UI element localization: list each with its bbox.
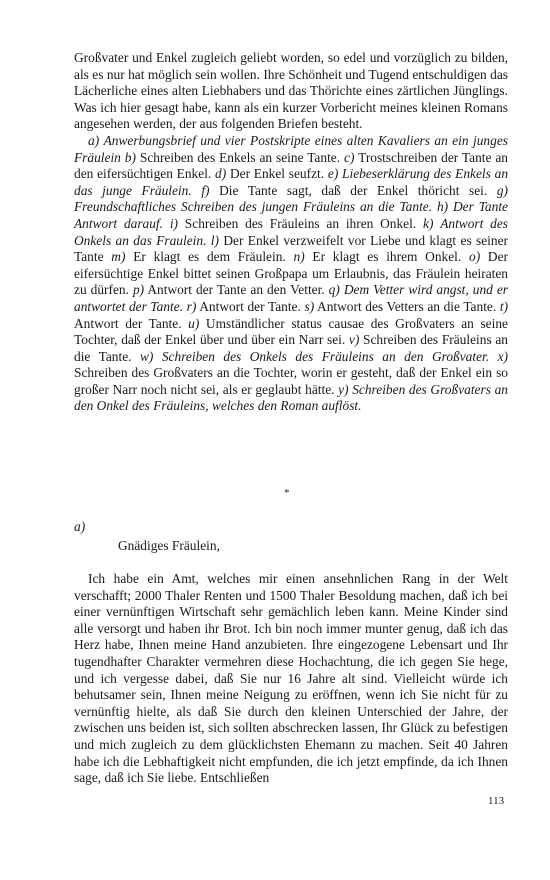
contents-item-text: Der eifersüchtige Enkel bittet seinen Großpapa um Erlaubnis, das Fräulein heiraten zu dürfen. [74, 249, 508, 298]
letter-label: a) [74, 519, 86, 534]
contents-item-text: Liebeserklärung des Enkels an das junge Fräulein. [74, 166, 509, 198]
contents-item-label: o) [469, 249, 481, 265]
contents-item-label: h) [436, 199, 449, 215]
contents-item-label: m) [111, 249, 126, 265]
contents-item-label: v) [348, 332, 360, 348]
contents-item-text: Er klagt es dem Fräulein. [133, 249, 286, 265]
contents-paragraph [74, 133, 508, 415]
contents-item-text: Schreiben des Enkels an seine Tante. [139, 149, 341, 165]
contents-item-label: e) [327, 166, 339, 182]
contents-item-text: Trostschreiben der Tante an den eifersüchtigen Enkel. [74, 149, 508, 182]
contents-item-label: i) [169, 215, 178, 231]
contents-item-label: x) [497, 348, 508, 364]
contents-item-text: Schreiben des Großvaters an die Tochter, worin er gesteht, daß der Enkel ein so großer Narr noch nicht sei, als er geglaubt hätte. [74, 365, 508, 397]
contents-item-text: Schreiben des Fräuleins an ihren Onkel. [184, 215, 417, 231]
contents-item-label: l) [210, 232, 219, 248]
contents-item-label: s) [304, 298, 315, 314]
contents-item-label: f) [201, 182, 210, 198]
contents-item-label: c) [344, 149, 355, 165]
contents-item-text: Der Tante Antwort darauf. [74, 199, 508, 231]
contents-item-text: Die Tante sagt, daß der Enkel thöricht sei. [219, 182, 488, 198]
contents-item-text: Er klagt es ihrem Onkel. [312, 249, 462, 265]
contents-item-text: Umständlicher status causae des Großvaters an seine Tochter, daß der Enkel über und über ein Narr sei. [74, 315, 508, 348]
contents-item-label: d) [215, 166, 227, 182]
contents-item-label: u) [188, 315, 200, 331]
page-number: 113 [488, 795, 505, 807]
letter-text [74, 571, 508, 787]
contents-item-label: a) [88, 132, 100, 148]
contents-item-text: Schreiben des Großvaters an den Onkel des Fräuleins, welches den Roman auflöst. [74, 381, 508, 414]
contents-item-label: w) [139, 348, 154, 364]
contents-item-label: p) [132, 282, 145, 298]
intro-text [74, 50, 508, 415]
contents-item-text: Der Enkel seufzt. [229, 166, 325, 182]
contents-item-label: r) [186, 298, 197, 314]
contents-item-text: Dem Vetter wird angst, und er antwortet der Tante. [74, 282, 508, 314]
contents-item-text: Antwort der Tante. [74, 315, 182, 331]
contents-item-label: n) [293, 249, 305, 265]
intro-paragraph: Großvater und Enkel zugleich geliebt worden, so edel und vorzüglich zu bilden, als es nur hat möglich sein wollen. Ihre Schönheit und Tugend entschuldigen das Lächerliche eines alten Liebhabers und das Thörichte eines zärtlichen Jünglings. Was ich hier gesagt habe, kann als ein kurzer Vorbericht meines kleinen Romans angesehen werden, der aus folgenden Briefen besteht. [74, 50, 508, 132]
contents-item-text: Freundschaftliches Schreiben des jungen Fräuleins an die Tante. [74, 199, 433, 215]
contents-item-text: Antwort des Vetters an die Tante. [317, 298, 497, 314]
section-separator: * [284, 487, 290, 499]
contents-item-text: Der Enkel verzweifelt vor Liebe und klagt es seiner Tante [74, 232, 508, 265]
contents-item-label: t) [499, 298, 509, 314]
contents-item-label: k) [423, 215, 434, 231]
contents-item-text: Anwerbungsbrief und vier Postskripte eines alten Kavaliers an ein junges Fräulein [74, 132, 508, 165]
letter-body: Ich habe ein Amt, welches mir einen ansehnlichen Rang in der Welt verschafft; 2000 Thaler Renten und 1500 Thaler Besoldung machen, daß ich bei einer vernünftigen Wirtschaft sehr gemächlich leben kann. Meine Kinder sind alle versorgt und haben ihr Brot. Ich bin noch immer munter genug, daß ich das Herz habe, Ihnen meine Hand anzubieten. Ihre eingezogene Lebensart und Ihr tugendhafter Charakter vermehren diese Hochachtung, die ich gegen Sie hege, und ich vergesse dabei, daß Sie nur 16 Jahre alt sind. Vielleicht würde ich behutsamer sein, Ihnen meine Neigung zu eröffnen, wenn ich Sie nicht für zu vernünftig hielte, als daß Sie durch den kleinen Unterschied der Jahre, der zwischen uns beiden ist, sich sollten abschrecken lassen, Ihr Glück zu befestigen und mich zugleich zu dem glücklichsten Ehemann zu machen. Seit 40 Jahren habe ich die Lebhaftigkeit nicht empfunden, die ich jetzt empfinde, da ich Ihnen sage, daß ich Sie liebe. Entschließen [74, 571, 508, 786]
contents-item-text: Antwort der Tante an den Vetter. [147, 282, 325, 298]
letter-salutation: Gnädiges Fräulein, [118, 538, 220, 553]
contents-item-label: b) [124, 149, 136, 165]
contents-item-label: g) [496, 182, 508, 198]
contents-item-text: Antwort der Tante. [199, 298, 301, 314]
contents-item-text: Schreiben des Fräuleins an die Tante. [74, 332, 508, 364]
contents-item-text: Antwort des Onkels an das Fraulein. [74, 215, 508, 248]
contents-item-label: y) [338, 381, 349, 397]
contents-item-label: q) [328, 282, 340, 298]
contents-item-text: Schreiben des Onkels des Fräuleins an den Großvater. [161, 348, 490, 364]
